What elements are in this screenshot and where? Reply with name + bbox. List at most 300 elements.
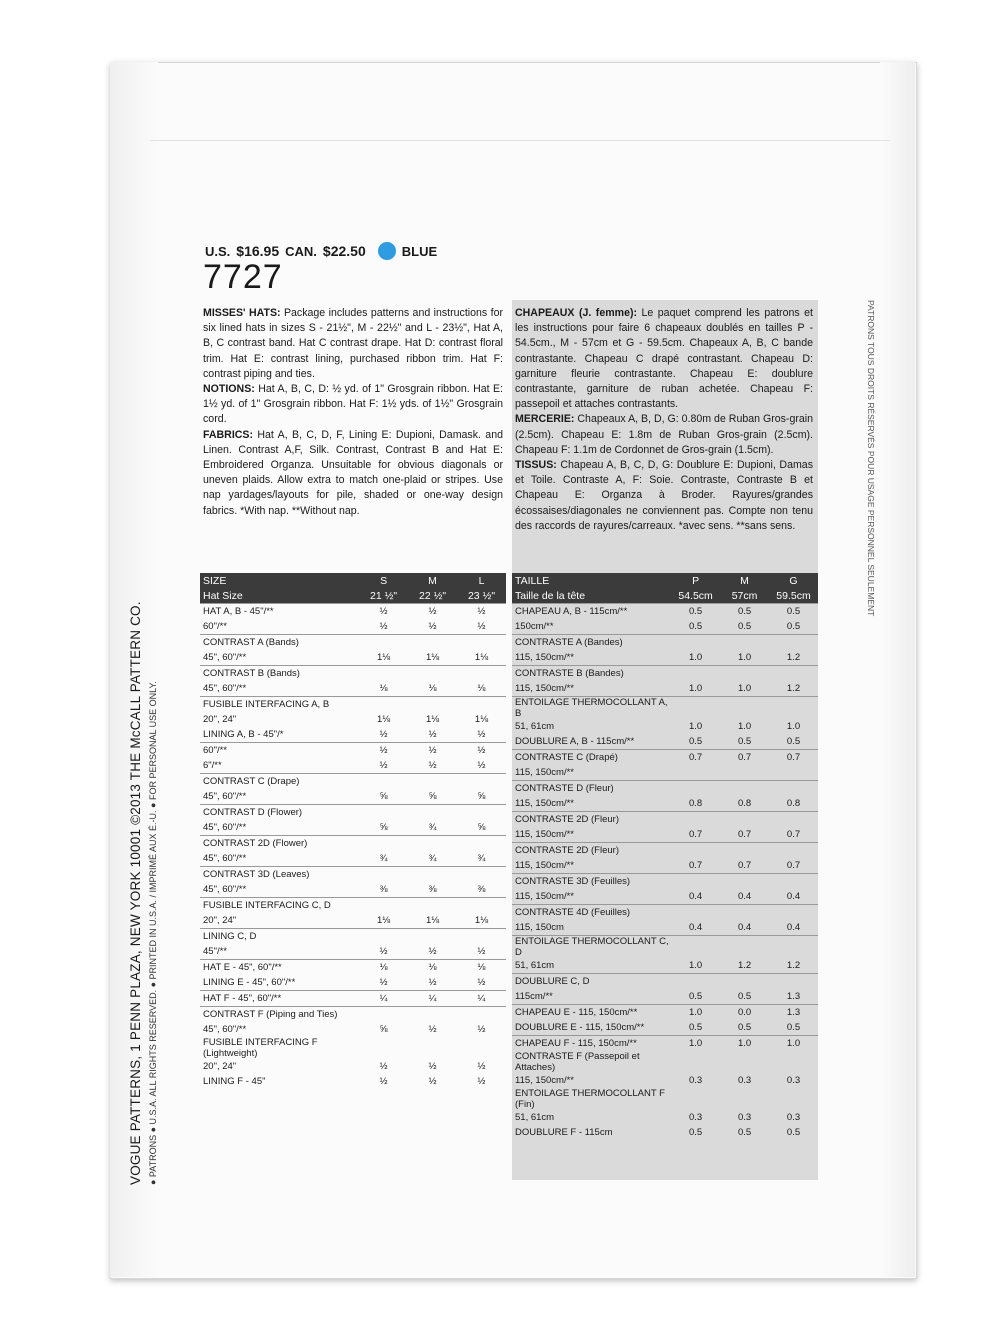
row-value: ½ <box>477 729 486 740</box>
row-value <box>457 867 506 883</box>
table-row <box>512 604 818 620</box>
row-value <box>671 905 720 921</box>
table-row <box>200 867 506 883</box>
row-value: ½ <box>379 946 388 957</box>
table-row <box>512 781 818 797</box>
row-value: ⅛ <box>477 683 486 694</box>
row-value: 0.3 <box>786 1075 801 1086</box>
header-size: M <box>740 574 749 587</box>
row-value: 0.5 <box>786 736 801 747</box>
row-value <box>720 635 769 651</box>
row-value: ½ <box>379 760 388 771</box>
header-size: 54.5cm <box>678 589 713 602</box>
row-label: CONTRAST 3D (Leaves) <box>200 867 359 883</box>
row-value <box>720 1088 769 1110</box>
row-value: 0.5 <box>688 736 703 747</box>
row-value: 1.0 <box>720 1036 769 1052</box>
row-value <box>457 836 506 852</box>
envelope-flap <box>150 80 890 141</box>
row-value: ⅝ <box>477 822 486 833</box>
table-row <box>200 820 506 836</box>
row-value <box>671 781 720 797</box>
row-value <box>720 905 769 921</box>
row-value <box>671 697 720 720</box>
row-value: 0.5 <box>769 604 818 620</box>
row-value: 1.0 <box>737 652 752 663</box>
table-row <box>200 1007 506 1023</box>
table-row <box>512 750 818 766</box>
row-value <box>671 812 720 828</box>
row-value <box>671 666 720 682</box>
pattern-number: 7727 <box>203 258 283 296</box>
header-label: TAILLE <box>515 574 550 587</box>
table-row <box>512 1088 818 1110</box>
row-value: ½ <box>457 604 506 620</box>
row-value <box>720 874 769 890</box>
table-row <box>512 905 818 921</box>
table-row <box>512 827 818 843</box>
table-row <box>200 913 506 929</box>
row-label: FUSIBLE INTERFACING A, B <box>200 697 359 713</box>
row-label: 150cm/** <box>515 621 554 632</box>
can-price: $22.50 <box>322 243 366 259</box>
row-value <box>769 874 818 890</box>
row-value: ⅛ <box>379 683 388 694</box>
row-value: 1.3 <box>769 1005 818 1021</box>
publisher-address: VOGUE PATTERNS, 1 PENN PLAZA, NEW YORK 10001 ©2013 THE McCALL PATTERN CO. <box>128 601 143 1185</box>
row-value: 0.5 <box>786 621 801 632</box>
row-value <box>408 774 457 790</box>
row-label: 6"/** <box>203 760 222 771</box>
table-row <box>200 743 506 759</box>
yardage-table-english <box>200 573 506 1089</box>
table-row <box>200 712 506 727</box>
row-value: 1.0 <box>671 1005 720 1021</box>
row-value <box>359 929 408 945</box>
row-value: 1.2 <box>786 683 801 694</box>
row-value <box>359 666 408 682</box>
header-size: G <box>789 574 798 587</box>
title-chapeaux: CHAPEAUX (J. femme): <box>515 307 638 319</box>
row-value: 1.2 <box>786 652 801 663</box>
row-label: 115cm/** <box>515 991 553 1002</box>
row-value: 1.0 <box>688 652 703 663</box>
row-value: 1⅛ <box>425 915 440 926</box>
row-value <box>769 1088 818 1110</box>
row-value: 0.5 <box>786 1022 801 1033</box>
table-header-row <box>512 573 818 588</box>
row-value: 1.2 <box>786 960 801 971</box>
row-value: 0.8 <box>737 798 752 809</box>
envelope-right-fold <box>880 62 915 1277</box>
row-value: 1⅛ <box>474 915 489 926</box>
header-size: S <box>380 574 388 587</box>
row-label: 51, 61cm <box>515 960 555 971</box>
row-label: 45", 60"/** <box>203 791 247 802</box>
row-label: 115, 150cm/** <box>515 891 574 902</box>
row-value: ⅛ <box>457 960 506 976</box>
table-header-row <box>512 588 818 604</box>
row-label: DOUBLURE E - 115, 150cm/** <box>515 1022 645 1033</box>
row-label: CONTRASTE D (Fleur) <box>512 781 671 797</box>
row-value: 0.5 <box>737 1022 752 1033</box>
row-value: ¾ <box>379 853 388 864</box>
table-row <box>200 805 506 821</box>
row-value: ½ <box>457 743 506 759</box>
row-label: HAT E - 45", 60"/** <box>200 960 359 976</box>
row-value: 0.4 <box>688 891 703 902</box>
row-value: ½ <box>477 1024 486 1035</box>
row-label: 115, 150cm/** <box>515 829 574 840</box>
row-label: CONTRASTE 2D (Fleur) <box>512 843 671 859</box>
row-label: CHAPEAU A, B - 115cm/** <box>512 604 671 620</box>
row-value: 1.0 <box>688 721 703 732</box>
desc-package: Package includes patterns and instructions for six lined hats in sizes S - 21½", M - 22½" and L - 23½", Hat A, B, C contrast band. Hat C contrast drape. Hat D: contrast floral trim. Hat E: contrast lining, purchased ribbon trim. Hat F: contrast piping and ties. <box>203 307 503 380</box>
row-value <box>359 867 408 883</box>
row-value: ½ <box>477 946 486 957</box>
row-label: 45", 60"/** <box>203 884 247 895</box>
row-value: 0.8 <box>786 798 801 809</box>
row-label: 115, 150cm <box>515 922 564 933</box>
table-header-row <box>200 573 506 588</box>
table-row <box>200 681 506 697</box>
row-value <box>457 1037 506 1059</box>
table-row <box>200 635 506 651</box>
row-label: CONTRASTE 4D (Feuilles) <box>512 905 671 921</box>
row-value: ⅝ <box>428 791 437 802</box>
row-value <box>457 774 506 790</box>
table-row <box>200 604 506 620</box>
table-row <box>200 975 506 991</box>
row-value <box>720 936 769 959</box>
row-value: 0.8 <box>688 798 703 809</box>
row-label: DOUBLURE A, B - 115cm/** <box>515 736 635 747</box>
row-value: ½ <box>477 760 486 771</box>
table-row <box>512 681 818 697</box>
header-size: 57cm <box>731 589 758 602</box>
row-value: 1.0 <box>737 683 752 694</box>
row-value <box>359 697 408 713</box>
row-value <box>769 974 818 990</box>
table-row <box>200 836 506 852</box>
row-value <box>457 898 506 914</box>
row-label: 115, 150cm/** <box>515 1075 574 1086</box>
row-label: CONTRAST B (Bands) <box>200 666 359 682</box>
row-value <box>720 697 769 720</box>
row-value <box>720 1051 769 1073</box>
row-label: 45"/** <box>203 946 227 957</box>
header-label: SIZE <box>203 574 227 587</box>
row-value: 1.0 <box>737 721 752 732</box>
copyright-notice: ● PATRONS ● U.S.A. ALL RIGHTS RESERVED. ● PRINTED IN U.S.A. / IMPRIMÉ AUX É.-U. ● FOR PERSONAL USE ONLY. <box>148 681 158 1185</box>
row-value: ¾ <box>428 822 437 833</box>
row-value: ¾ <box>428 853 437 864</box>
row-label: FUSIBLE INTERFACING F (Lightweight) <box>203 1037 318 1059</box>
row-label: ENTOILAGE THERMOCOLLANT A, B <box>512 697 671 720</box>
row-label: DOUBLURE C, D <box>512 974 671 990</box>
table-row <box>200 1022 506 1037</box>
row-value <box>408 635 457 651</box>
row-value <box>671 936 720 959</box>
row-label: FUSIBLE INTERFACING C, D <box>200 898 359 914</box>
row-label: CONTRASTE A (Bandes) <box>512 635 671 651</box>
table-row <box>512 1125 818 1140</box>
table-row <box>512 812 818 828</box>
row-value <box>769 905 818 921</box>
row-value <box>359 1007 408 1023</box>
row-label: CHAPEAU F - 115, 150cm/** <box>512 1036 671 1052</box>
us-label: U.S. <box>205 243 231 259</box>
table-row <box>200 789 506 805</box>
row-value: 1⅛ <box>425 652 440 663</box>
row-value <box>769 781 818 797</box>
can-label: CAN. <box>285 243 317 259</box>
row-label: 115, 150cm/** <box>515 860 574 871</box>
header-size: M <box>428 574 437 587</box>
row-value: ½ <box>428 621 437 632</box>
row-label: CONTRASTE C (Drapé) <box>512 750 671 766</box>
row-value: ⅝ <box>379 822 388 833</box>
table-row <box>512 874 818 890</box>
table-row <box>200 619 506 635</box>
row-value: ¼ <box>408 991 457 1007</box>
table-row <box>512 650 818 666</box>
row-value: ½ <box>477 1076 486 1087</box>
row-value: ½ <box>408 743 457 759</box>
row-label: ENTOILAGE THERMOCOLLANT C, D <box>512 936 671 959</box>
table-row <box>512 765 818 781</box>
row-label: 20", 24" <box>203 714 237 725</box>
row-value: 1⅛ <box>376 714 391 725</box>
row-value: ½ <box>379 977 388 988</box>
table-row <box>512 889 818 905</box>
row-value <box>359 898 408 914</box>
row-value: 1⅛ <box>474 714 489 725</box>
row-value: ½ <box>477 977 486 988</box>
row-value <box>457 666 506 682</box>
row-label: 45", 60"/** <box>203 853 247 864</box>
row-value: 0.3 <box>688 1075 703 1086</box>
row-label: ENTOILAGE THERMOCOLLANT F (Fin) <box>515 1088 665 1110</box>
row-value: 0.4 <box>786 922 801 933</box>
row-value: ½ <box>428 977 437 988</box>
row-value: 0.5 <box>737 736 752 747</box>
row-value: 0.7 <box>737 860 752 871</box>
row-value <box>769 843 818 859</box>
header-label: Taille de la tête <box>515 589 586 602</box>
row-value: ½ <box>428 1061 437 1072</box>
row-value: 0.7 <box>786 829 801 840</box>
row-value: 0.4 <box>737 922 752 933</box>
row-value: 0.5 <box>688 621 703 632</box>
table-row <box>512 635 818 651</box>
row-value: 1⅛ <box>474 652 489 663</box>
table-row <box>512 697 818 720</box>
row-value: 0.3 <box>786 1112 801 1123</box>
row-value: 0.5 <box>737 991 752 1002</box>
header-size: 21 ½" <box>370 589 398 602</box>
row-value <box>769 936 818 959</box>
row-label: 115, 150cm/** <box>515 652 574 663</box>
row-value: 1.0 <box>671 1036 720 1052</box>
row-label: CONTRASTE 2D (Fleur) <box>512 812 671 828</box>
row-value <box>408 1007 457 1023</box>
table-row <box>512 858 818 874</box>
table-row <box>512 958 818 974</box>
header-size: P <box>692 574 700 587</box>
row-value <box>359 635 408 651</box>
row-value <box>769 697 818 720</box>
row-value: ¾ <box>477 853 486 864</box>
row-label: 115, 150cm/** <box>515 683 574 694</box>
row-value <box>671 874 720 890</box>
desc-tissus: Chapeau A, B, C, D, G: Doublure E: Dupioni, Damas et Toile. Contraste A, F: Soie. Contraste, Contraste B et Chapeau E: Organza à Broder. Rayures/grandes écossaises/diagonales ne conviennent pas. Compte non tenu des raccords de rayures/carreaux. *avec sens. **sans sens. <box>515 459 813 532</box>
row-value: 1⅛ <box>376 652 391 663</box>
row-value <box>408 836 457 852</box>
row-label: 60"/** <box>200 743 359 759</box>
row-value: 0.3 <box>737 1075 752 1086</box>
row-value <box>720 843 769 859</box>
row-value: 0.7 <box>720 750 769 766</box>
row-value <box>408 1037 457 1059</box>
row-value <box>720 765 769 781</box>
table-row <box>512 1051 818 1073</box>
table-row <box>512 920 818 936</box>
yardage-table-french <box>512 573 818 1140</box>
row-value: ½ <box>379 621 388 632</box>
row-value: 0.5 <box>720 604 769 620</box>
row-value: ⅛ <box>359 960 408 976</box>
row-value: 0.5 <box>786 1127 801 1138</box>
row-label: 115, 150cm/** <box>515 798 574 809</box>
row-value: ½ <box>379 729 388 740</box>
desc-fabrics: Hat A, B, C, D, F, Lining E: Dupioni, Damask. and Linen. Contrast A,F, Silk. Contrast, Contrast B and Hat E: Embroidered Organza. Unsuitable for obvious diagonals or uneven plaids. Allow extra to match one-plaid or stripes. Use nap yardages/layouts for pile, shaded or one-way design fabrics. *With nap. **Without nap. <box>203 428 503 517</box>
row-value <box>720 812 769 828</box>
table-row <box>200 1074 506 1089</box>
table-row <box>512 666 818 682</box>
row-label: CONTRASTE B (Bandes) <box>512 666 671 682</box>
table-row <box>512 619 818 635</box>
row-value <box>408 867 457 883</box>
row-value: 0.5 <box>688 991 703 1002</box>
row-value: 0.5 <box>737 621 752 632</box>
row-label: 51, 61cm <box>515 1112 555 1123</box>
row-label: CONTRAST A (Bands) <box>200 635 359 651</box>
desc-paquet: Le paquet comprend les patrons et les instructions pour faire 6 chapeaux doublés en tailles P - 54.5cm., M - 57cm et G - 59.5cm. Chapeaux A, B, C bande contrastante. Chapeau C drapé contrastant. Chapeau D: garniture fleurie contrastante. Chapeau E: doublure contrastante, garniture de ruban achetée. Chapeau F: passepoil et attaches contrastants. <box>515 307 813 411</box>
row-value <box>408 805 457 821</box>
row-value: 1⅛ <box>425 714 440 725</box>
row-label: 45", 60"/** <box>203 683 247 694</box>
row-value: ½ <box>428 760 437 771</box>
row-value <box>720 781 769 797</box>
us-price: $16.95 <box>236 243 280 259</box>
table-row <box>512 1110 818 1125</box>
row-value <box>359 836 408 852</box>
table-row <box>200 758 506 774</box>
row-value: ⅝ <box>379 791 388 802</box>
title-tissus: TISSUS: <box>515 459 557 472</box>
table-row <box>512 1036 818 1052</box>
table-header-row <box>200 588 506 604</box>
row-value <box>359 774 408 790</box>
table-row <box>512 974 818 990</box>
row-value: ½ <box>408 604 457 620</box>
row-label: 45", 60"/** <box>203 652 247 663</box>
header-size: L <box>478 574 485 587</box>
header-size: 59.5cm <box>776 589 811 602</box>
row-value <box>769 812 818 828</box>
row-value <box>359 805 408 821</box>
row-value <box>457 929 506 945</box>
row-value: 0.7 <box>688 860 703 871</box>
row-value: 0.3 <box>737 1112 752 1123</box>
row-value: 0.0 <box>720 1005 769 1021</box>
row-value <box>408 898 457 914</box>
row-label: CHAPEAU E - 115, 150cm/** <box>512 1005 671 1021</box>
row-value: ½ <box>477 621 486 632</box>
row-value: 0.3 <box>688 1112 703 1123</box>
row-value: ¼ <box>457 991 506 1007</box>
row-value <box>769 765 818 781</box>
row-value <box>457 697 506 713</box>
row-value: ½ <box>379 1061 388 1072</box>
desc-mercerie: Chapeaux A, B, D, G: 0.80m de Ruban Gros-grain (2.5cm). Chapeau E: 1.8m de Ruban Gros-grain (2.5cm). Chapeau F: 1.1m de Cordonnet de Gros-grain (1.5cm). <box>515 413 813 456</box>
row-value: ⅜ <box>477 884 486 895</box>
french-description <box>515 306 813 534</box>
english-description <box>203 306 503 519</box>
row-value: 1.0 <box>786 721 801 732</box>
row-value: ½ <box>428 946 437 957</box>
table-row <box>200 1037 506 1059</box>
row-value <box>457 805 506 821</box>
row-value: 0.4 <box>786 891 801 902</box>
row-value: ½ <box>428 729 437 740</box>
row-value <box>671 765 720 781</box>
table-row <box>200 960 506 976</box>
table-row <box>512 796 818 812</box>
table-row <box>512 1020 818 1036</box>
row-value: ½ <box>428 1024 437 1035</box>
table-row <box>512 1005 818 1021</box>
title-notions: NOTIONS: <box>203 383 255 396</box>
row-label: LINING C, D <box>200 929 359 945</box>
row-value: 1.0 <box>688 683 703 694</box>
row-value <box>408 697 457 713</box>
row-label: DOUBLURE F - 115cm <box>515 1127 613 1138</box>
desc-notions: Hat A, B, C, D: ½ yd. of 1" Grosgrain ribbon. Hat E: 1½ yd. of 1" Grosgrain ribbon. Hat F: 1½ yds. of 1½" Grosgrain cord. <box>203 383 503 426</box>
row-label: 115, 150cm/** <box>515 767 574 778</box>
row-label: 45", 60"/** <box>203 1024 247 1035</box>
row-value: 0.5 <box>671 604 720 620</box>
row-label: 20", 24" <box>203 915 237 926</box>
row-value: ½ <box>359 743 408 759</box>
row-value <box>671 974 720 990</box>
table-row <box>200 697 506 713</box>
row-value <box>457 1007 506 1023</box>
table-row <box>200 774 506 790</box>
table-row <box>200 650 506 666</box>
row-label: CONTRAST F (Piping and Ties) <box>200 1007 359 1023</box>
right-edge-notice: PATRONS TOUS DROITS RÉSERVÉS POUR USAGE PERSONNEL SEULEMENT <box>866 300 876 617</box>
table-row <box>200 851 506 867</box>
row-label: CONTRAST C (Drape) <box>200 774 359 790</box>
row-value: ½ <box>359 604 408 620</box>
row-label: 45", 60"/** <box>203 822 247 833</box>
row-value <box>720 666 769 682</box>
row-value <box>769 666 818 682</box>
row-value: 1.0 <box>769 1036 818 1052</box>
row-value <box>720 974 769 990</box>
